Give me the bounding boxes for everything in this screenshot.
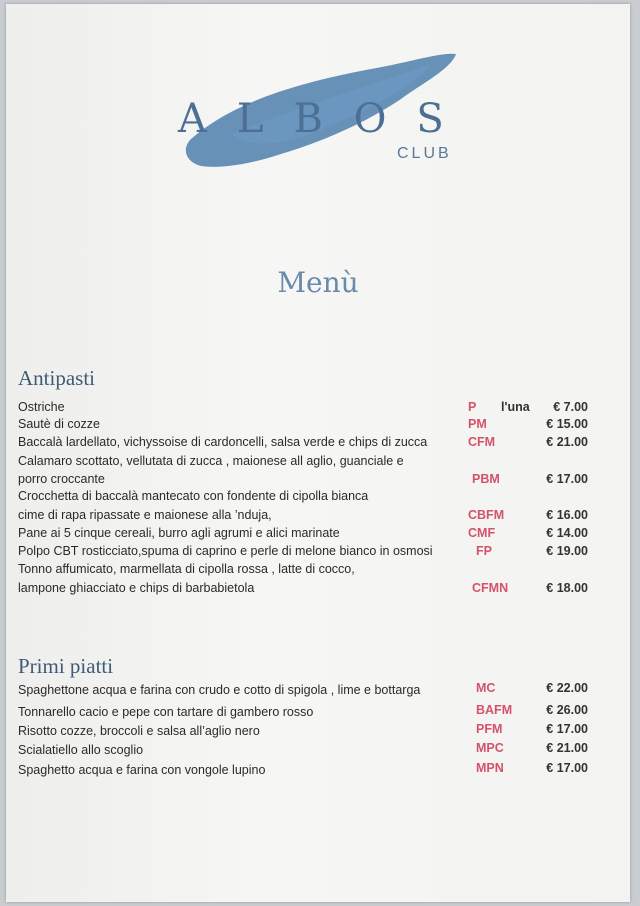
menu-item-price: € 17.00 [546,761,588,775]
menu-item-price: € 7.00 [553,400,588,414]
allergen-code: PBM [472,472,500,486]
menu-item-text: Tonno affumicato, marmellata di cipolla rossa , latte di cocco, [18,562,355,576]
menu-item-price: € 17.00 [546,722,588,736]
menu-item-text: cime di rapa ripassate e maionese alla ’nduja, [18,508,272,522]
menu-item-price: € 18.00 [546,581,588,595]
allergen-code: CBFM [468,508,505,522]
allergen-code: CFMN [472,581,509,595]
menu-item-text: Spaghettone acqua e farina con crudo e cotto di spigola , lime e bottarga [18,683,421,697]
logo-sub: CLUB [397,145,452,162]
menu-item-text: Ostriche [18,400,65,414]
logo-brand: ALBOS [178,96,474,142]
allergen-code: MPC [476,741,504,755]
allergen-code: FP [476,544,492,558]
menu-item-text: Tonnarello cacio e pepe con tartare di gambero rosso [18,705,314,719]
menu-item-text: lampone ghiacciato e chips di barbabietola [18,581,255,595]
menu-item-price: € 14.00 [546,526,588,540]
allergen-code: CMF [468,526,496,540]
price-unit: l'una [501,400,530,414]
allergen-code: PM [468,417,487,431]
menu-item-price: € 21.00 [546,435,588,449]
menu-item-text: porro croccante [18,472,105,486]
allergen-code: MC [476,681,496,695]
allergen-code: P [468,400,477,414]
menu-item-text: Crocchetta di baccalà mantecato con fondente di cipolla bianca [18,489,369,503]
menu-item-text: Pane ai 5 cinque cereali, burro agli agrumi e alici marinate [18,526,340,540]
menu-item-text: Calamaro scottato, vellutata di zucca , maionese all aglio, guanciale e [18,454,404,468]
allergen-code: MPN [476,761,504,775]
menu-item-price: € 26.00 [546,703,588,717]
page-title: Menù [277,266,359,299]
menu-item-price: € 17.00 [546,472,588,486]
menu-item-price: € 19.00 [546,544,588,558]
menu-item-text: Spaghetto acqua e farina con vongole lupino [18,763,266,777]
section-heading: Antipasti [18,366,95,390]
menu-item-price: € 21.00 [546,741,588,755]
menu-item-text: Baccalà lardellato, vichyssoise di cardoncelli, salsa verde e chips di zucca [18,435,428,449]
menu-item-text: Polpo CBT rosticciato,spuma di caprino e perle di melone bianco in osmosi [18,544,433,558]
menu-item-price: € 22.00 [546,681,588,695]
section-heading: Primi piatti [18,654,114,678]
menu-item-text: Risotto cozze, broccoli e salsa all’aglio nero [18,724,260,738]
allergen-code: BAFM [476,703,513,717]
allergen-code: PFM [476,722,503,736]
menu-item-text: Scialatiello allo scoglio [18,743,144,757]
menu-item-price: € 15.00 [546,417,588,431]
menu-item-price: € 16.00 [546,508,588,522]
menu-item-text: Sautè di cozze [18,417,100,431]
allergen-code: CFM [468,435,496,449]
menu-page [6,4,630,902]
